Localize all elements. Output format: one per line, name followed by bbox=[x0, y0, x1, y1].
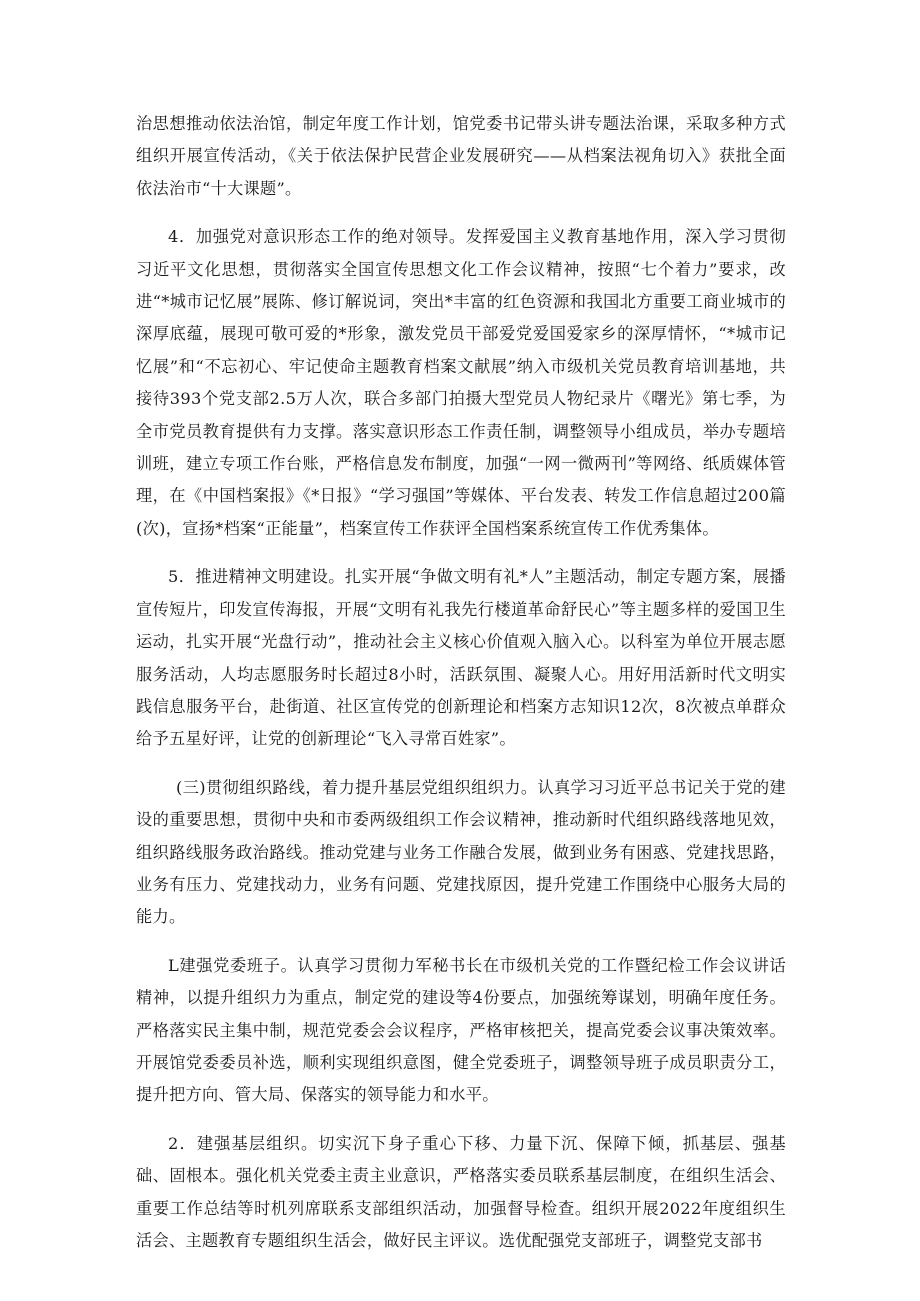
paragraph-organization-line: (三)贯彻组织路线，着力提升基层党组织组织力。认真学习习近平总书记关于党的建设的重要思想，贯彻中央和市委两级组织工作会议精神，推动新时代组织路线落地见效，组织路线服务政治路线。推动党建与业务工作融合发展，做到业务有困惑、党建找思路，业务有压力、党建找动力，业务有问题、党建找原因，提升党建工作围绕中心服务大局的能力。 bbox=[136, 777, 786, 927]
paragraph-grassroots-organization: 2．建强基层组织。切实沉下身子重心下移、力量下沉、保障下倾，抓基层、强基础、固根本。强化机关党委主责主业意识，严格落实委员联系基层制度，在组织生活会、重要工作总结等时机列席联系支部组织活动，加强督导检查。组织开展2022年度组织生活会、主题教育专题组织生活会，做好民主评议。选优配强党支部班子，调整党支部书 bbox=[136, 1133, 786, 1250]
paragraph-party-committee: L建强党委班子。认真学习贯彻力军秘书长在市级机关党的工作暨纪检工作会议讲话精神，以提升组织力为重点，制定党的建设等4份要点，加强统筹谋划，明确年度任务。严格落实民主集中制，规范党委会会议程序，严格审核把关，提高党委会议事决策效率。开展馆党委委员补选，顺利实现组织意图，健全党委班子，调整领导班子成员职责分工，提升把方向、管大局、保落实的领导能力和水平。 bbox=[136, 955, 786, 1105]
paragraph-ideology-leadership: 4．加强党对意识形态工作的绝对领导。发挥爱国主义教育基地作用，深入学习贯彻习近平文化思想，贯彻落实全国宣传思想文化工作会议精神，按照“七个着力”要求，改进“*城市记忆展”展陈、修订解说词，突出*丰富的红色资源和我国北方重要工商业城市的深厚底蕴，展现可敬可爱的*形象，激发党员干部爱党爱国爱家乡的深厚情怀，“*城市记忆展”和“不忘初心、牢记使命主题教育档案文献展”纳入市级机关党员教育培训基地，共接待393个党支部2.5万人次，联合多部门拍摄大型党员人物纪录片《曙光》第七季，为全市党员教育提供有力支撑。落实意识形态工作责任制，调整领导小组成员，举办专题培训班，建立专项工作台账，严格信息发布制度，加强“一网一微两刊”等网络、纸质媒体管理，在《中国档案报》《*日报》“学习强国”等媒体、平台发表、转发工作信息超过200篇(次)，宣扬*档案“正能量”，档案宣传工作获评全国档案系统宣传工作优秀集体。 bbox=[136, 227, 786, 538]
document-body bbox=[136, 108, 786, 1273]
paragraph-rule-of-law-continuation: 治思想推动依法治馆，制定年度工作计划，馆党委书记带头讲专题法治课，采取多种方式组织开展宣传活动，《关于依法保护民营企业发展研究——从档案法视角切入》获批全面依法治市“十大课题”。 bbox=[136, 114, 786, 198]
paragraph-spiritual-civilization: 5．推进精神文明建设。扎实开展“争做文明有礼*人”主题活动，制定专题方案，展播宣传短片，印发宣传海报，开展“文明有礼我先行楼道革命舒民心”等主题多样的爱国卫生运动，扎实开展“光盘行动”，推动社会主义核心价值观入脑入心。以科室为单位开展志愿服务活动，人均志愿服务时长超过8小时，活跃氛围、凝聚人心。用好用活新时代文明实践信息服务平台，赴街道、社区宣传党的创新理论和档案方志知识12次，8次被点单群众给予五星好评，让党的创新理论“飞入寻常百姓家”。 bbox=[136, 567, 786, 749]
